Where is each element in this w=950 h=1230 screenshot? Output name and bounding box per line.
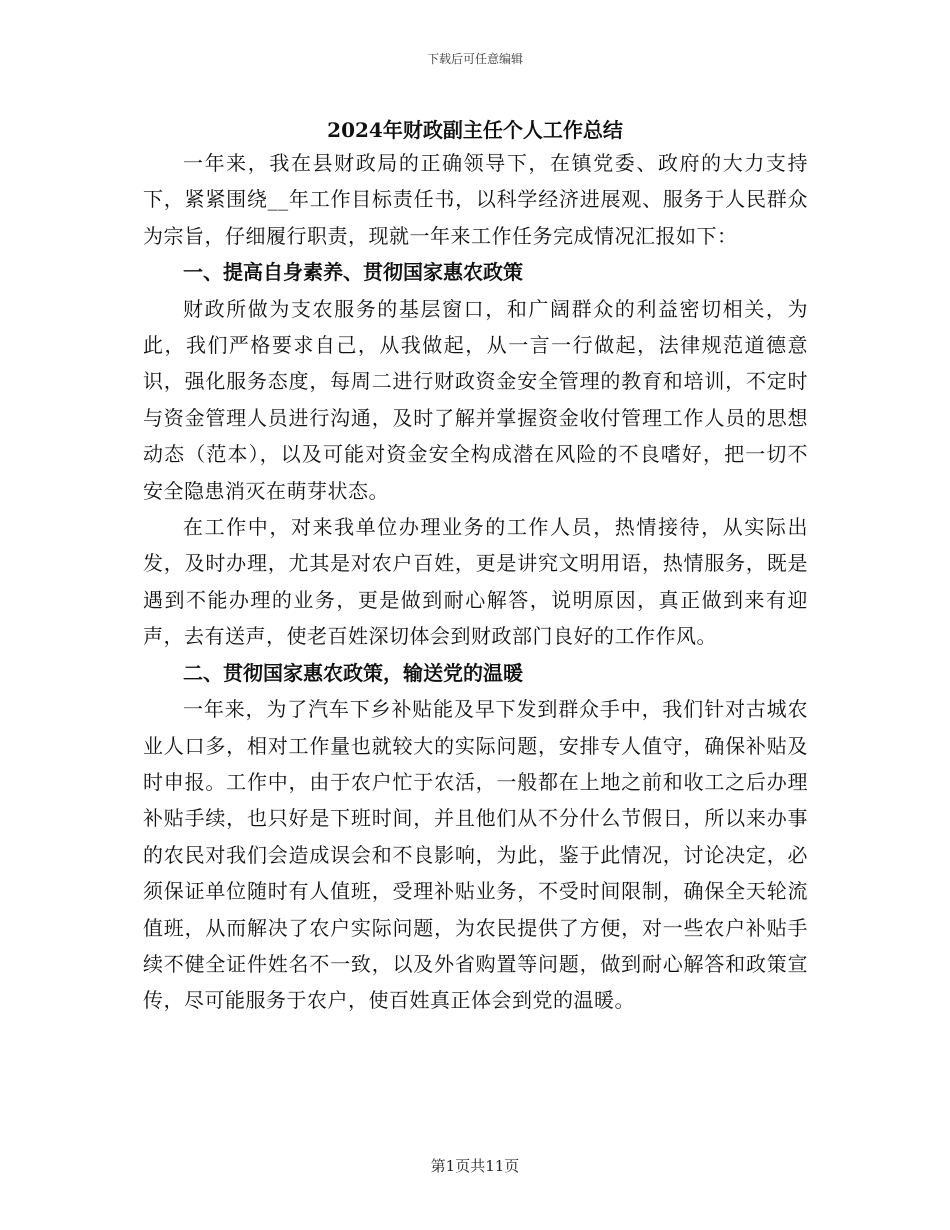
- paragraph-3: 一年来，为了汽车下乡补贴能及早下发到群众手中，我们针对古城农业人口多，相对工作量也就较大的实际问题，安排专人值守，确保补贴及时申报。工作中，由于农户忙于农活，一般都在上地之前和收工之后办理补贴手续，也只好是下班时间，并且他们从不分什么节假日，所以来办事的农民对我们会造成误会和不良影响，为此，鉴于此情况，讨论决定，必须保证单位随时有人值班，受理补贴业务，不受时间限制，确保全天轮流值班，从而解决了农户实际问题，为农民提供了方便，对一些农户补贴手续不健全证件姓名不一致，以及外省购置等问题，做到耐心解答和政策宣传，尽可能服务于农户，使百姓真正体会到党的温暖。: [143, 697, 808, 1013]
- document-title: 2024年财政副主任个人工作总结: [327, 118, 623, 142]
- page-number-footer: 第1页共11页: [430, 1157, 520, 1175]
- paragraph-1: 财政所做为支农服务的基层窗口，和广阔群众的利益密切相关，为此，我们严格要求自己，从我做起，从一言一行做起，法律规范道德意识，强化服务态度，每周二进行财政资金安全管理的教育和培训，不定时与资金管理人员进行沟通，及时了解并掌握资金收付管理工作人员的思想动态（范本），以及可能对资金安全构成潜在风险的不良嗜好，把一切不安全隐患消灭在萌芽状态。: [143, 296, 808, 503]
- section-heading-2: 二、贯彻国家惠农政策，输送党的温暖: [183, 660, 523, 685]
- paragraph-2: 在工作中，对来我单位办理业务的工作人员，热情接待，从实际出发，及时办理，尤其是对农户百姓，更是讲究文明用语，热情服务，既是遇到不能办理的业务，更是做到耐心解答，说明原因，真正做到来有迎声，去有送声，使老百姓深切体会到财政部门良好的工作作风。: [143, 515, 808, 649]
- page-header-note: 下载后可任意编辑: [426, 52, 523, 66]
- section-heading-1: 一、提高自身素养、贯彻国家惠农政策: [183, 260, 523, 285]
- paragraph-intro: 一年来，我在县财政局的正确领导下，在镇党委、政府的大力支持下，紧紧围绕__年工作目标责任书，以科学经济进展观、服务于人民群众为宗旨，仔细履行职责，现就一年来工作任务完成情况汇报如下：: [143, 151, 808, 248]
- document-body: [143, 145, 808, 1019]
